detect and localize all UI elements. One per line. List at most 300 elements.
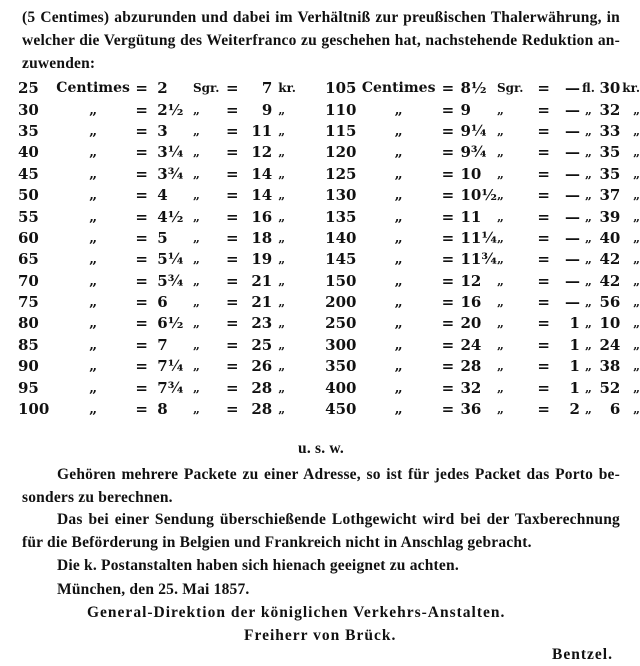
sgr-unit: Sgr. bbox=[192, 81, 220, 96]
sgr-unit: Sgr. bbox=[496, 81, 524, 96]
centimes-left: 50 bbox=[18, 186, 39, 205]
equals: = bbox=[135, 207, 148, 226]
equals: = bbox=[135, 143, 148, 162]
centimes-right: 140 bbox=[325, 228, 357, 247]
fl-value: — bbox=[564, 271, 580, 290]
signatory: Freiherr von Brück. bbox=[244, 627, 397, 644]
fl-value: 1 bbox=[569, 314, 580, 333]
table-row bbox=[18, 335, 640, 356]
kr-unit: „ bbox=[633, 102, 640, 117]
unit-left: „ bbox=[89, 358, 98, 375]
unit-left: „ bbox=[89, 101, 98, 118]
fl-value: — bbox=[564, 121, 580, 140]
kr-value: 23 bbox=[251, 314, 273, 333]
centimes-right: 105 bbox=[325, 79, 357, 98]
equals: = bbox=[135, 357, 148, 376]
unit-left: „ bbox=[89, 229, 98, 246]
equals: = bbox=[226, 164, 239, 183]
centimes-left: 90 bbox=[18, 357, 39, 376]
unit-right: „ bbox=[394, 379, 403, 396]
equals: = bbox=[441, 335, 455, 354]
sgr-value: 11 bbox=[460, 207, 482, 226]
equals: = bbox=[226, 79, 239, 98]
table-row bbox=[18, 164, 640, 185]
table-row bbox=[18, 356, 640, 377]
sgr-unit: „ bbox=[192, 380, 200, 395]
sgr-unit: „ bbox=[192, 145, 200, 160]
conversion-table bbox=[18, 78, 640, 420]
fl-unit: „ bbox=[585, 102, 592, 117]
fl-value: — bbox=[564, 164, 580, 183]
kr-unit: „ bbox=[278, 402, 286, 417]
equals: = bbox=[226, 121, 239, 140]
sgr-value: 2½ bbox=[157, 100, 184, 119]
sgr-unit: „ bbox=[496, 188, 504, 203]
sgr-value: 11¼ bbox=[460, 228, 497, 247]
column-gap bbox=[306, 121, 325, 142]
sgr-unit: „ bbox=[496, 230, 504, 245]
equals: = bbox=[441, 314, 455, 333]
table-row bbox=[18, 249, 640, 270]
centimes-right: 450 bbox=[325, 400, 357, 419]
sgr-unit: „ bbox=[192, 123, 200, 138]
equals: = bbox=[537, 164, 550, 183]
unit-right: „ bbox=[394, 251, 403, 268]
sgr-value: 3 bbox=[157, 121, 168, 140]
column-gap bbox=[306, 249, 325, 270]
fl-unit: „ bbox=[585, 316, 592, 331]
centimes-left: 85 bbox=[18, 335, 39, 354]
centimes-right: 200 bbox=[325, 293, 357, 312]
sgr-value: 3¾ bbox=[157, 164, 184, 183]
sgr-value: 12 bbox=[460, 271, 482, 290]
table-row bbox=[18, 206, 640, 227]
centimes-left: 75 bbox=[18, 293, 39, 312]
sgr-unit: „ bbox=[496, 337, 504, 352]
kr-unit: „ bbox=[278, 230, 286, 245]
table-row bbox=[18, 399, 640, 420]
fl-unit: „ bbox=[585, 166, 592, 181]
sgr-value: 5¾ bbox=[157, 271, 184, 290]
column-gap bbox=[306, 271, 325, 292]
table-row bbox=[18, 99, 640, 120]
unit-right: „ bbox=[394, 101, 403, 118]
equals: = bbox=[441, 228, 455, 247]
equals: = bbox=[441, 357, 455, 376]
sgr-unit: „ bbox=[496, 295, 504, 310]
kr-value: 56 bbox=[599, 293, 621, 312]
equals: = bbox=[135, 121, 148, 140]
kr-value: 32 bbox=[599, 100, 621, 119]
sgr-value: 5 bbox=[157, 228, 168, 247]
para2-line-2: für die Beförderung in Belgien und Frankreich nicht in Anschlag gebracht. bbox=[22, 534, 532, 551]
kr-unit: „ bbox=[278, 102, 286, 117]
column-gap bbox=[306, 313, 325, 334]
sgr-value: 20 bbox=[460, 314, 482, 333]
intro-line-2: welcher die Vergütung des Weiterfranco zu geschehen hat, nachstehende Reduktion an- bbox=[22, 32, 620, 49]
equals: = bbox=[135, 400, 148, 419]
kr-value: 11 bbox=[251, 121, 273, 140]
para2-line-1: Das bei einer Sendung überschießende Lothgewicht wird bei der Taxberechnung bbox=[57, 511, 620, 528]
sgr-value: 7¾ bbox=[157, 378, 184, 397]
sgr-value: 36 bbox=[460, 400, 482, 419]
unit-right: „ bbox=[394, 122, 403, 139]
equals: = bbox=[441, 207, 455, 226]
column-gap bbox=[306, 292, 325, 313]
equals: = bbox=[135, 378, 148, 397]
sgr-value: 6 bbox=[157, 293, 168, 312]
sgr-unit: „ bbox=[192, 273, 200, 288]
kr-value: 28 bbox=[251, 378, 273, 397]
centimes-left: 65 bbox=[18, 250, 39, 269]
kr-value: 40 bbox=[599, 228, 621, 247]
kr-unit: „ bbox=[633, 380, 640, 395]
unit-right: „ bbox=[394, 315, 403, 332]
kr-unit: „ bbox=[633, 252, 640, 267]
equals: = bbox=[135, 228, 148, 247]
centimes-left: 30 bbox=[18, 100, 39, 119]
unit-left: „ bbox=[89, 379, 98, 396]
table-row bbox=[18, 271, 640, 292]
fl-value: — bbox=[564, 186, 580, 205]
unit-left: „ bbox=[89, 165, 98, 182]
equals: = bbox=[537, 228, 550, 247]
sgr-unit: „ bbox=[496, 316, 504, 331]
kr-value: 26 bbox=[251, 357, 273, 376]
unit-left: „ bbox=[89, 144, 98, 161]
sgr-unit: „ bbox=[496, 402, 504, 417]
kr-value: 30 bbox=[599, 79, 621, 98]
column-gap bbox=[306, 164, 325, 185]
kr-value: 25 bbox=[251, 335, 273, 354]
centimes-right: 250 bbox=[325, 314, 357, 333]
kr-unit: „ bbox=[278, 145, 286, 160]
fl-value: — bbox=[564, 293, 580, 312]
countersign: Bentzel. bbox=[552, 646, 613, 663]
column-gap bbox=[306, 185, 325, 206]
sgr-unit: „ bbox=[192, 316, 200, 331]
equals: = bbox=[441, 121, 455, 140]
kr-unit: „ bbox=[278, 359, 286, 374]
kr-value: 19 bbox=[251, 250, 273, 269]
sgr-value: 2 bbox=[157, 79, 168, 98]
kr-value: 6 bbox=[609, 400, 621, 419]
kr-unit: „ bbox=[278, 209, 286, 224]
kr-unit: „ bbox=[633, 166, 640, 181]
equals: = bbox=[537, 293, 550, 312]
equals: = bbox=[135, 314, 148, 333]
sgr-value: 7 bbox=[157, 335, 168, 354]
place-date: München, den 25. Mai 1857. bbox=[57, 581, 250, 598]
sgr-value: 16 bbox=[460, 293, 482, 312]
centimes-right: 115 bbox=[325, 121, 357, 140]
centimes-left: 80 bbox=[18, 314, 39, 333]
sgr-unit: „ bbox=[496, 380, 504, 395]
equals: = bbox=[441, 271, 455, 290]
sgr-value: 10½ bbox=[460, 186, 497, 205]
unit-right: Centimes bbox=[361, 80, 436, 97]
centimes-left: 60 bbox=[18, 228, 39, 247]
kr-unit: „ bbox=[633, 145, 640, 160]
centimes-right: 135 bbox=[325, 207, 357, 226]
kr-unit: „ bbox=[633, 273, 640, 288]
centimes-left: 45 bbox=[18, 164, 39, 183]
kr-unit: „ bbox=[633, 230, 640, 245]
kr-value: 28 bbox=[251, 400, 273, 419]
sgr-value: 5¼ bbox=[157, 250, 184, 269]
centimes-right: 120 bbox=[325, 143, 357, 162]
kr-value: 35 bbox=[599, 143, 621, 162]
sgr-unit: „ bbox=[192, 209, 200, 224]
table-row bbox=[18, 377, 640, 398]
fl-unit: „ bbox=[585, 252, 592, 267]
fl-unit: „ bbox=[585, 145, 592, 160]
centimes-right: 400 bbox=[325, 378, 357, 397]
sgr-unit: „ bbox=[496, 145, 504, 160]
column-gap bbox=[306, 377, 325, 398]
equals: = bbox=[537, 314, 550, 333]
kr-unit: „ bbox=[278, 380, 286, 395]
kr-value: 52 bbox=[599, 378, 621, 397]
kr-unit: „ bbox=[278, 166, 286, 181]
kr-value: 38 bbox=[599, 357, 621, 376]
sgr-value: 10 bbox=[460, 164, 482, 183]
sgr-unit: „ bbox=[496, 209, 504, 224]
fl-value: — bbox=[564, 143, 580, 162]
sgr-unit: „ bbox=[496, 273, 504, 288]
equals: = bbox=[537, 335, 550, 354]
para1-line-2: sonders zu berechnen. bbox=[22, 489, 173, 506]
equals: = bbox=[135, 293, 148, 312]
fl-value: 1 bbox=[569, 357, 580, 376]
equals: = bbox=[135, 79, 148, 98]
table-row bbox=[18, 292, 640, 313]
sgr-unit: „ bbox=[192, 230, 200, 245]
para3: Die k. Postanstalten haben sich hienach geeignet zu achten. bbox=[57, 557, 459, 574]
sgr-unit: „ bbox=[496, 166, 504, 181]
sgr-value: 9¼ bbox=[460, 121, 487, 140]
kr-unit: „ bbox=[278, 316, 286, 331]
unit-right: „ bbox=[394, 208, 403, 225]
sgr-value: 3¼ bbox=[157, 143, 184, 162]
kr-unit: „ bbox=[278, 295, 286, 310]
kr-value: 14 bbox=[251, 186, 273, 205]
kr-unit: „ bbox=[633, 337, 640, 352]
equals: = bbox=[537, 100, 550, 119]
sgr-value: 32 bbox=[460, 378, 482, 397]
centimes-left: 25 bbox=[18, 79, 39, 98]
kr-value: 21 bbox=[251, 293, 273, 312]
unit-left: „ bbox=[89, 122, 98, 139]
centimes-right: 150 bbox=[325, 271, 357, 290]
equals: = bbox=[441, 400, 455, 419]
unit-left: „ bbox=[89, 208, 98, 225]
equals: = bbox=[226, 100, 239, 119]
table-row bbox=[18, 121, 640, 142]
table-row bbox=[18, 78, 640, 99]
table-row bbox=[18, 142, 640, 163]
fl-unit: „ bbox=[585, 273, 592, 288]
column-gap bbox=[306, 142, 325, 163]
intro-line-3: zuwenden: bbox=[22, 55, 96, 72]
sgr-value: 8½ bbox=[460, 79, 487, 98]
unit-left: „ bbox=[89, 315, 98, 332]
unit-right: „ bbox=[394, 294, 403, 311]
equals: = bbox=[135, 335, 148, 354]
centimes-left: 70 bbox=[18, 271, 39, 290]
equals: = bbox=[537, 79, 550, 98]
column-gap bbox=[306, 399, 325, 420]
sgr-value: 11¾ bbox=[460, 250, 497, 269]
sgr-unit: „ bbox=[192, 166, 200, 181]
kr-value: 18 bbox=[251, 228, 273, 247]
sgr-value: 9¾ bbox=[460, 143, 487, 162]
centimes-left: 95 bbox=[18, 378, 39, 397]
equals: = bbox=[226, 357, 239, 376]
kr-unit: „ bbox=[633, 359, 640, 374]
kr-value: 7 bbox=[261, 79, 273, 98]
kr-unit: „ bbox=[633, 402, 640, 417]
equals: = bbox=[441, 186, 455, 205]
equals: = bbox=[537, 271, 550, 290]
kr-value: 10 bbox=[599, 314, 621, 333]
equals: = bbox=[441, 293, 455, 312]
unit-right: „ bbox=[394, 165, 403, 182]
centimes-left: 35 bbox=[18, 121, 39, 140]
kr-unit: „ bbox=[633, 188, 640, 203]
intro-line-1: (5 Centimes) abzurunden und dabei im Verhältniß zur preußischen Thalerwährung, in bbox=[22, 9, 620, 26]
centimes-right: 110 bbox=[325, 100, 357, 119]
sgr-value: 4 bbox=[157, 186, 168, 205]
equals: = bbox=[135, 250, 148, 269]
sgr-unit: „ bbox=[192, 102, 200, 117]
kr-value: 12 bbox=[251, 143, 273, 162]
equals: = bbox=[537, 357, 550, 376]
kr-value: 39 bbox=[599, 207, 621, 226]
sgr-unit: „ bbox=[192, 359, 200, 374]
unit-left: „ bbox=[89, 401, 98, 418]
equals: = bbox=[537, 121, 550, 140]
unit-right: „ bbox=[394, 187, 403, 204]
sgr-unit: „ bbox=[496, 123, 504, 138]
kr-value: 16 bbox=[251, 207, 273, 226]
equals: = bbox=[441, 164, 455, 183]
sgr-unit: „ bbox=[192, 188, 200, 203]
equals: = bbox=[226, 378, 239, 397]
equals: = bbox=[226, 314, 239, 333]
equals: = bbox=[226, 228, 239, 247]
sgr-value: 6½ bbox=[157, 314, 184, 333]
kr-unit: „ bbox=[278, 123, 286, 138]
kr-value: 33 bbox=[599, 121, 621, 140]
equals: = bbox=[537, 378, 550, 397]
sgr-unit: „ bbox=[192, 337, 200, 352]
equals: = bbox=[135, 271, 148, 290]
equals: = bbox=[226, 186, 239, 205]
fl-value: — bbox=[564, 79, 580, 98]
equals: = bbox=[135, 100, 148, 119]
unit-right: „ bbox=[394, 229, 403, 246]
sgr-value: 4½ bbox=[157, 207, 184, 226]
table-row bbox=[18, 228, 640, 249]
fl-unit: „ bbox=[585, 337, 592, 352]
equals: = bbox=[537, 143, 550, 162]
equals: = bbox=[135, 164, 148, 183]
sgr-unit: „ bbox=[192, 295, 200, 310]
kr-unit: „ bbox=[278, 188, 286, 203]
equals: = bbox=[226, 293, 239, 312]
para1-line-1: Gehören mehrere Packete zu einer Adresse, so ist für jedes Packet das Porto be- bbox=[57, 466, 620, 483]
sgr-value: 8 bbox=[157, 400, 168, 419]
equals: = bbox=[226, 400, 239, 419]
fl-unit: fl. bbox=[582, 81, 595, 96]
equals: = bbox=[441, 143, 455, 162]
unit-left: „ bbox=[89, 251, 98, 268]
sgr-unit: „ bbox=[192, 252, 200, 267]
column-gap bbox=[306, 206, 325, 227]
equals: = bbox=[537, 250, 550, 269]
kr-value: 42 bbox=[599, 250, 621, 269]
column-gap bbox=[306, 335, 325, 356]
kr-value: 24 bbox=[599, 335, 621, 354]
sgr-value: 28 bbox=[460, 357, 482, 376]
equals: = bbox=[226, 271, 239, 290]
column-gap bbox=[306, 99, 325, 120]
fl-value: 1 bbox=[569, 378, 580, 397]
sgr-unit: „ bbox=[496, 359, 504, 374]
equals: = bbox=[441, 79, 455, 98]
kr-unit: „ bbox=[633, 123, 640, 138]
unit-right: „ bbox=[394, 272, 403, 289]
equals: = bbox=[226, 143, 239, 162]
column-gap bbox=[306, 228, 325, 249]
kr-value: 37 bbox=[599, 186, 621, 205]
unit-right: „ bbox=[394, 401, 403, 418]
fl-value: — bbox=[564, 228, 580, 247]
table-row bbox=[18, 185, 640, 206]
fl-value: — bbox=[564, 100, 580, 119]
kr-value: 14 bbox=[251, 164, 273, 183]
fl-value: 2 bbox=[569, 400, 580, 419]
fl-unit: „ bbox=[585, 359, 592, 374]
kr-value: 35 bbox=[599, 164, 621, 183]
unit-left: Centimes bbox=[56, 80, 130, 97]
equals: = bbox=[441, 250, 455, 269]
kr-unit: „ bbox=[278, 273, 286, 288]
kr-value: 21 bbox=[251, 271, 273, 290]
equals: = bbox=[537, 186, 550, 205]
usw-note: u. s. w. bbox=[298, 440, 344, 457]
kr-unit: kr. bbox=[622, 81, 640, 96]
fl-unit: „ bbox=[585, 380, 592, 395]
fl-value: — bbox=[564, 207, 580, 226]
equals: = bbox=[226, 207, 239, 226]
kr-value: 42 bbox=[599, 271, 621, 290]
unit-left: „ bbox=[89, 336, 98, 353]
unit-left: „ bbox=[89, 294, 98, 311]
fl-unit: „ bbox=[585, 402, 592, 417]
fl-unit: „ bbox=[585, 123, 592, 138]
equals: = bbox=[537, 207, 550, 226]
centimes-right: 125 bbox=[325, 164, 357, 183]
fl-value: — bbox=[564, 250, 580, 269]
kr-unit: kr. bbox=[278, 81, 296, 96]
kr-unit: „ bbox=[633, 295, 640, 310]
sgr-unit: „ bbox=[192, 402, 200, 417]
equals: = bbox=[226, 250, 239, 269]
centimes-right: 130 bbox=[325, 186, 357, 205]
kr-unit: „ bbox=[278, 337, 286, 352]
